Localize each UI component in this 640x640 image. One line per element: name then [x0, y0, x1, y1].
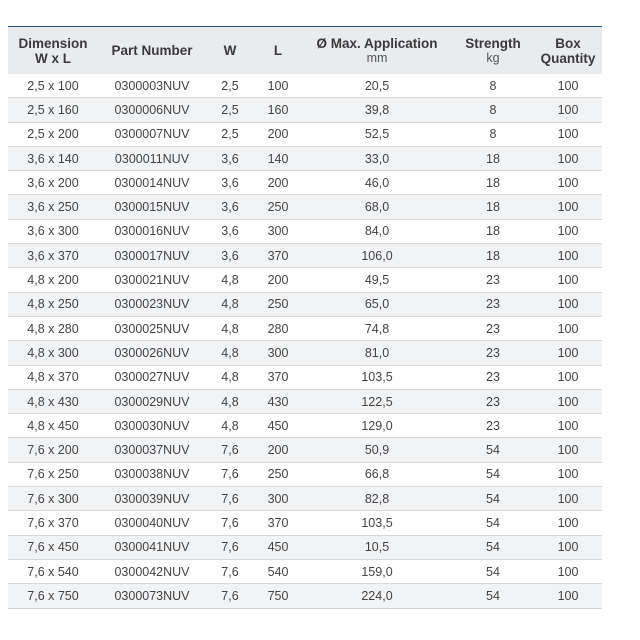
strength-cell: 18: [452, 171, 534, 195]
part-number-cell: 0300039NUV: [98, 487, 206, 511]
l-cell: 160: [254, 98, 302, 122]
box-quantity-cell: 100: [534, 219, 602, 243]
w-cell: 7,6: [206, 584, 254, 608]
part-number-cell: 0300021NUV: [98, 268, 206, 292]
table-row: [8, 559, 602, 583]
w-cell: 2,5: [206, 98, 254, 122]
w-cell: 2,5: [206, 74, 254, 98]
part-number-cell: 0300027NUV: [98, 365, 206, 389]
l-cell: 300: [254, 487, 302, 511]
header-row: [8, 27, 602, 74]
header-l-label: L: [273, 43, 283, 58]
w-cell: 3,6: [206, 244, 254, 268]
max-application-cell: 129,0: [302, 414, 452, 438]
l-cell: 750: [254, 584, 302, 608]
l-cell: 450: [254, 535, 302, 559]
part-number-cell: 0300015NUV: [98, 195, 206, 219]
strength-cell: 54: [452, 438, 534, 462]
product-table: [8, 27, 602, 609]
table-row: [8, 244, 602, 268]
part-number-cell: 0300016NUV: [98, 219, 206, 243]
box-quantity-cell: 100: [534, 414, 602, 438]
strength-cell: 23: [452, 389, 534, 413]
w-cell: 7,6: [206, 462, 254, 486]
header-box-quantity: [534, 27, 602, 74]
table-header: [8, 27, 602, 74]
l-cell: 370: [254, 244, 302, 268]
table-row: [8, 74, 602, 98]
max-application-cell: 20,5: [302, 74, 452, 98]
max-application-cell: 39,8: [302, 98, 452, 122]
max-application-cell: 82,8: [302, 487, 452, 511]
strength-cell: 8: [452, 122, 534, 146]
header-dimension-line2: W x L: [35, 50, 71, 66]
w-cell: 4,8: [206, 316, 254, 340]
dimension-cell: 4,8 x 280: [8, 316, 98, 340]
strength-cell: 23: [452, 414, 534, 438]
strength-cell: 23: [452, 268, 534, 292]
l-cell: 100: [254, 74, 302, 98]
header-box-quantity-line1: Box: [555, 35, 581, 51]
part-number-cell: 0300030NUV: [98, 414, 206, 438]
header-strength-unit: kg: [486, 50, 500, 65]
w-cell: 7,6: [206, 559, 254, 583]
l-cell: 280: [254, 316, 302, 340]
l-cell: 300: [254, 341, 302, 365]
table-row: [8, 414, 602, 438]
dimension-cell: 7,6 x 450: [8, 535, 98, 559]
l-cell: 250: [254, 462, 302, 486]
table-row: [8, 511, 602, 535]
box-quantity-cell: 100: [534, 268, 602, 292]
max-application-cell: 50,9: [302, 438, 452, 462]
part-number-cell: 0300038NUV: [98, 462, 206, 486]
part-number-cell: 0300037NUV: [98, 438, 206, 462]
l-cell: 300: [254, 219, 302, 243]
strength-cell: 8: [452, 98, 534, 122]
box-quantity-cell: 100: [534, 146, 602, 170]
part-number-cell: 0300011NUV: [98, 146, 206, 170]
box-quantity-cell: 100: [534, 171, 602, 195]
max-application-cell: 66,8: [302, 462, 452, 486]
max-application-cell: 49,5: [302, 268, 452, 292]
box-quantity-cell: 100: [534, 389, 602, 413]
part-number-cell: 0300014NUV: [98, 171, 206, 195]
table-row: [8, 341, 602, 365]
l-cell: 540: [254, 559, 302, 583]
box-quantity-cell: 100: [534, 365, 602, 389]
table-row: [8, 292, 602, 316]
l-cell: 370: [254, 365, 302, 389]
max-application-cell: 81,0: [302, 341, 452, 365]
dimension-cell: 7,6 x 540: [8, 559, 98, 583]
header-max-application-unit: mm: [366, 50, 388, 65]
box-quantity-cell: 100: [534, 122, 602, 146]
box-quantity-cell: 100: [534, 74, 602, 98]
table-row: [8, 316, 602, 340]
dimension-cell: 4,8 x 450: [8, 414, 98, 438]
dimension-cell: 7,6 x 300: [8, 487, 98, 511]
part-number-cell: 0300041NUV: [98, 535, 206, 559]
box-quantity-cell: 100: [534, 98, 602, 122]
table-row: [8, 487, 602, 511]
w-cell: 4,8: [206, 365, 254, 389]
header-strength-label: Strength: [465, 35, 521, 51]
part-number-cell: 0300073NUV: [98, 584, 206, 608]
table-row: [8, 98, 602, 122]
strength-cell: 54: [452, 462, 534, 486]
dimension-cell: 4,8 x 300: [8, 341, 98, 365]
header-dimension-line1: Dimension: [18, 35, 88, 51]
strength-cell: 54: [452, 559, 534, 583]
l-cell: 200: [254, 171, 302, 195]
w-cell: 4,8: [206, 341, 254, 365]
header-max-application-label: Ø Max. Application: [316, 35, 438, 51]
max-application-cell: 84,0: [302, 219, 452, 243]
w-cell: 7,6: [206, 438, 254, 462]
part-number-cell: 0300006NUV: [98, 98, 206, 122]
max-application-cell: 74,8: [302, 316, 452, 340]
dimension-cell: 3,6 x 370: [8, 244, 98, 268]
box-quantity-cell: 100: [534, 292, 602, 316]
max-application-cell: 33,0: [302, 146, 452, 170]
box-quantity-cell: 100: [534, 316, 602, 340]
max-application-cell: 106,0: [302, 244, 452, 268]
strength-cell: 8: [452, 74, 534, 98]
w-cell: 4,8: [206, 414, 254, 438]
table-row: [8, 122, 602, 146]
header-part-number-label: Part Number: [111, 43, 193, 58]
strength-cell: 23: [452, 292, 534, 316]
l-cell: 200: [254, 438, 302, 462]
w-cell: 3,6: [206, 219, 254, 243]
part-number-cell: 0300029NUV: [98, 389, 206, 413]
box-quantity-cell: 100: [534, 438, 602, 462]
dimension-cell: 3,6 x 200: [8, 171, 98, 195]
table-row: [8, 438, 602, 462]
l-cell: 370: [254, 511, 302, 535]
w-cell: 2,5: [206, 122, 254, 146]
box-quantity-cell: 100: [534, 511, 602, 535]
table-row: [8, 535, 602, 559]
table-row: [8, 171, 602, 195]
max-application-cell: 65,0: [302, 292, 452, 316]
dimension-cell: 2,5 x 100: [8, 74, 98, 98]
dimension-cell: 3,6 x 250: [8, 195, 98, 219]
box-quantity-cell: 100: [534, 584, 602, 608]
l-cell: 140: [254, 146, 302, 170]
box-quantity-cell: 100: [534, 341, 602, 365]
dimension-cell: 4,8 x 430: [8, 389, 98, 413]
strength-cell: 18: [452, 219, 534, 243]
part-number-cell: 0300003NUV: [98, 74, 206, 98]
header-w-label: W: [223, 43, 237, 58]
box-quantity-cell: 100: [534, 535, 602, 559]
table-body: [8, 74, 602, 608]
header-strength: [452, 27, 534, 74]
strength-cell: 18: [452, 146, 534, 170]
part-number-cell: 0300007NUV: [98, 122, 206, 146]
box-quantity-cell: 100: [534, 195, 602, 219]
l-cell: 200: [254, 268, 302, 292]
table-row: [8, 146, 602, 170]
header-l: [254, 27, 302, 74]
table-row: [8, 195, 602, 219]
l-cell: 450: [254, 414, 302, 438]
strength-cell: 23: [452, 316, 534, 340]
l-cell: 250: [254, 195, 302, 219]
strength-cell: 54: [452, 584, 534, 608]
header-part-number: [98, 27, 206, 74]
part-number-cell: 0300023NUV: [98, 292, 206, 316]
w-cell: 4,8: [206, 389, 254, 413]
part-number-cell: 0300040NUV: [98, 511, 206, 535]
w-cell: 4,8: [206, 268, 254, 292]
strength-cell: 18: [452, 244, 534, 268]
dimension-cell: 3,6 x 300: [8, 219, 98, 243]
max-application-cell: 103,5: [302, 365, 452, 389]
table-row: [8, 365, 602, 389]
header-dimension: [8, 27, 98, 74]
product-table-container: [8, 26, 602, 609]
header-w: [206, 27, 254, 74]
table-row: [8, 219, 602, 243]
w-cell: 3,6: [206, 195, 254, 219]
header-box-quantity-line2: Quantity: [540, 50, 596, 66]
dimension-cell: 2,5 x 160: [8, 98, 98, 122]
table-row: [8, 462, 602, 486]
max-application-cell: 159,0: [302, 559, 452, 583]
strength-cell: 54: [452, 487, 534, 511]
strength-cell: 18: [452, 195, 534, 219]
dimension-cell: 4,8 x 200: [8, 268, 98, 292]
max-application-cell: 103,5: [302, 511, 452, 535]
dimension-cell: 4,8 x 250: [8, 292, 98, 316]
box-quantity-cell: 100: [534, 244, 602, 268]
dimension-cell: 3,6 x 140: [8, 146, 98, 170]
strength-cell: 54: [452, 535, 534, 559]
w-cell: 3,6: [206, 171, 254, 195]
dimension-cell: 7,6 x 370: [8, 511, 98, 535]
box-quantity-cell: 100: [534, 487, 602, 511]
w-cell: 7,6: [206, 487, 254, 511]
strength-cell: 54: [452, 511, 534, 535]
dimension-cell: 7,6 x 250: [8, 462, 98, 486]
max-application-cell: 224,0: [302, 584, 452, 608]
table-row: [8, 389, 602, 413]
part-number-cell: 0300017NUV: [98, 244, 206, 268]
dimension-cell: 7,6 x 200: [8, 438, 98, 462]
w-cell: 3,6: [206, 146, 254, 170]
w-cell: 7,6: [206, 535, 254, 559]
max-application-cell: 46,0: [302, 171, 452, 195]
table-row: [8, 268, 602, 292]
box-quantity-cell: 100: [534, 462, 602, 486]
header-max-application: [302, 27, 452, 74]
strength-cell: 23: [452, 341, 534, 365]
dimension-cell: 2,5 x 200: [8, 122, 98, 146]
dimension-cell: 4,8 x 370: [8, 365, 98, 389]
max-application-cell: 122,5: [302, 389, 452, 413]
w-cell: 4,8: [206, 292, 254, 316]
l-cell: 250: [254, 292, 302, 316]
part-number-cell: 0300025NUV: [98, 316, 206, 340]
w-cell: 7,6: [206, 511, 254, 535]
dimension-cell: 7,6 x 750: [8, 584, 98, 608]
max-application-cell: 68,0: [302, 195, 452, 219]
table-row: [8, 584, 602, 608]
l-cell: 200: [254, 122, 302, 146]
part-number-cell: 0300042NUV: [98, 559, 206, 583]
part-number-cell: 0300026NUV: [98, 341, 206, 365]
strength-cell: 23: [452, 365, 534, 389]
max-application-cell: 52,5: [302, 122, 452, 146]
box-quantity-cell: 100: [534, 559, 602, 583]
max-application-cell: 10,5: [302, 535, 452, 559]
l-cell: 430: [254, 389, 302, 413]
